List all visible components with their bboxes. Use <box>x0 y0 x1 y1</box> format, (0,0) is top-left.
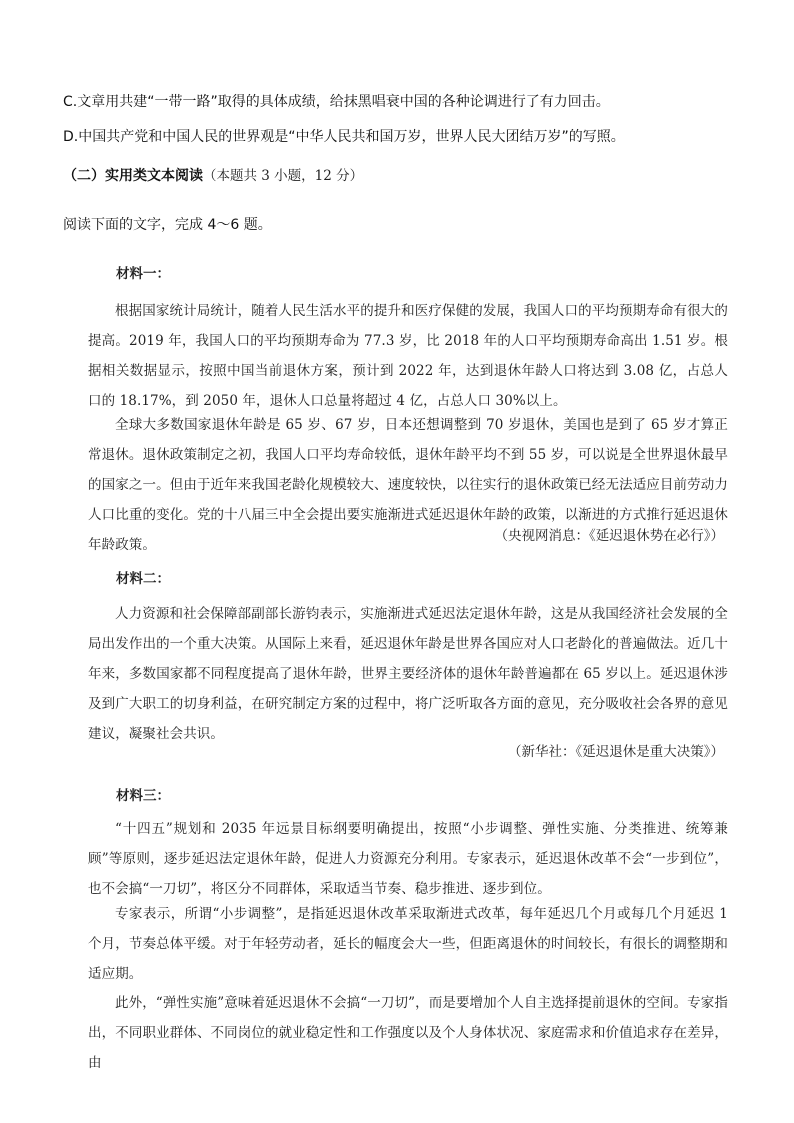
material1-paragraph1: 根据国家统计局统计，随着人民生活水平的提升和医疗保健的发展，我国人口的平均预期寿命有很大的提高。2019 年，我国人口的平均预期寿命为 77.3 岁，比 2018 年的人口平均预期寿命高出 1.51 岁。根据相关数据显示，按照中国当前退休方案，预计到 2022 年，达到退休年龄人口将达到 3.08 亿，占总人口的 18.17%，到 2050 年，退休人口总量将超过 4 亿，占总人口 30%以上。 <box>88 303 728 409</box>
section-heading <box>63 166 363 186</box>
material2-label: 材料二： <box>116 571 170 587</box>
material3-paragraph3: 此外，“弹性实施”意味着延迟退休不会搞“一刀切”，而是要增加个人自主选择提前退休的空间。专家指出，不同职业群体、不同岗位的就业稳定性和工作强度以及个人身体状况、家庭需求和价值追求存在差异，由 <box>88 995 728 1071</box>
material1-paragraph2: 全球大多数国家退休年龄是 65 岁、67 岁，日本还想调整到 70 岁退休，美国也是到了 65 岁才算正常退休。退休政策制定之初，我国人口平均寿命较低，退休年龄平均不到 55 岁，可以说是全世界退休最早的国家之一。但由于近年来我国老龄化规模较大、速度较快，以往实行的退休政策已经无法适应目前劳动力人口比重的变化。党的十八届三中全会提出要实施渐进式延迟退休年龄的政策，以渐进的方式推行延迟退休年龄政策。 <box>88 417 728 553</box>
section-heading-title: （二）实用类文本阅读 <box>63 168 203 184</box>
material2-source: （新华社：《延迟退休是重大决策》） <box>508 744 724 760</box>
material1-label: 材料一： <box>116 266 170 282</box>
material3-paragraph2: 专家表示，所谓“小步调整”，是指延迟退休改革采取渐进式改革，每年延迟几个月或每几个月延迟 1 个月，节奏总体平缓。对于年轻劳动者，延长的幅度会大一些，但距离退休的时间较长，有很长的调整期和适应期。 <box>88 906 728 982</box>
section-heading-note: （本题共 3 小题，12 分） <box>203 168 364 184</box>
material2-paragraph1: 人力资源和社会保障部副部长游钧表示，实施渐进式延迟法定退休年龄，这是从我国经济社会发展的全局出发作出的一个重大决策。从国际上来看，延迟退休年龄是世界各国应对人口老龄化的普遍做法。近几十年来，多数国家都不同程度提高了退休年龄，世界主要经济体的退休年龄普遍都在 65 岁以上。延迟退休涉及到广大职工的切身利益，在研究制定方案的过程中，将广泛听取各方面的意见，充分吸收社会各界的意见建议，凝聚社会共识。 <box>88 606 728 742</box>
material1-source: （央视网消息：《延迟退休势在必行》） <box>494 528 724 544</box>
material3-paragraph1: “十四五”规划和 2035 年远景目标纲要明确提出，按照“小步调整、弹性实施、分类推进、统筹兼顾”等原则，逐步延迟法定退休年龄，促进人力资源充分利用。专家表示，延迟退休改革不会“一步到位”，也不会搞“一刀切”，将区分不同群体，采取适当节奏、稳步推进、逐步到位。 <box>88 821 728 897</box>
option-d: D.中国共产党和中国人民的世界观是“中华人民共和国万岁，世界人民大团结万岁”的写照。 <box>63 129 625 145</box>
section-instruction: 阅读下面的文字，完成 4～6 题。 <box>63 217 272 233</box>
option-c: C.文章用共建“一带一路”取得的具体成绩，给抹黑唱衰中国的各种论调进行了有力回击。 <box>63 94 610 110</box>
material3-label: 材料三： <box>116 788 170 804</box>
